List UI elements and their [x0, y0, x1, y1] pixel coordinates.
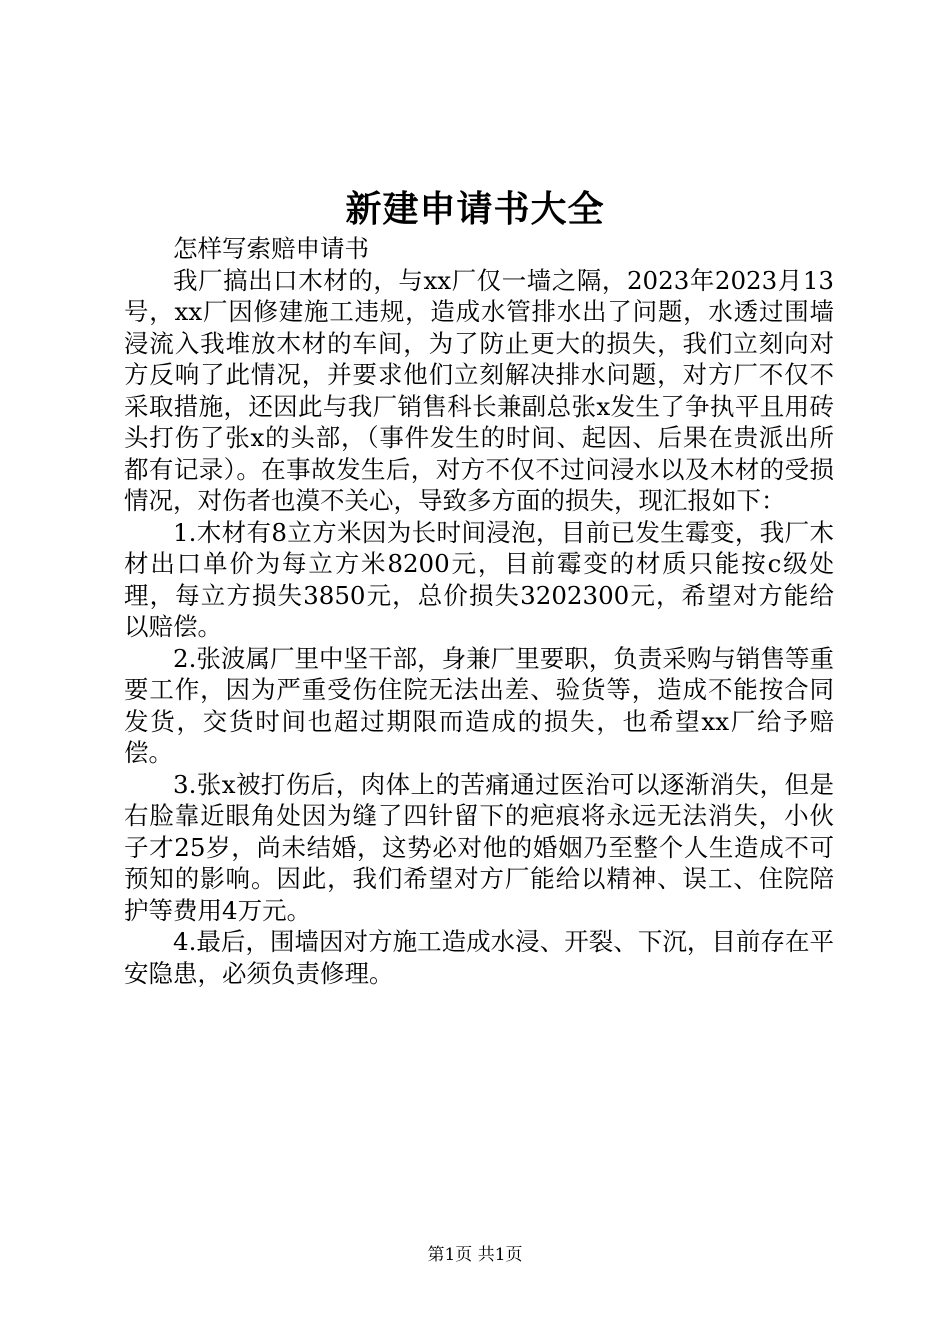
item-1-paragraph: 1.木材有8立方米因为长时间浸泡，目前已发生霉变，我厂木材出口单价为每立方米8200元，目前霉变的材质只能按c级处理，每立方损失3850元，总价损失3202300元，希望对方能给以赔偿。: [124, 517, 834, 641]
page-number-footer: 第1页 共1页: [427, 1245, 523, 1265]
subtitle-paragraph: 怎样写索赔申请书: [173, 234, 369, 263]
document-title: 新建申请书大全: [345, 188, 605, 230]
document-body: [124, 233, 834, 989]
item-2-paragraph: 2.张波属厂里中坚干部，身兼厂里要职，负责采购与销售等重要工作，因为严重受伤住院无法出差、验货等，造成不能按合同发货，交货时间也超过期限而造成的损失，也希望xx厂给予赔偿。: [124, 643, 834, 767]
intro-paragraph: 我厂搞出口木材的，与xx厂仅一墙之隔，2023年2023月13号，xx厂因修建施工违规，造成水管排水出了问题，水透过围墙浸流入我堆放木材的车间，为了防止更大的损失，我们立刻向对方反响了此情况，并要求他们立刻解决排水问题，对方厂不仅不采取措施，还因此与我厂销售科长兼副总张x发生了争执平且用砖头打伤了张x的头部，（事件发生的时间、起因、后果在贵派出所都有记录）。在事故发生后，对方不仅不过问浸水以及木材的受损情况，对伤者也漠不关心，导致多方面的损失，现汇报如下：: [124, 265, 834, 515]
item-4-paragraph: 4.最后，围墙因对方施工造成水浸、开裂、下沉，目前存在平安隐患，必须负责修理。: [124, 927, 834, 988]
item-3-paragraph: 3.张x被打伤后，肉体上的苦痛通过医治可以逐渐消失，但是右脸靠近眼角处因为缝了四针留下的疤痕将永远无法消失，小伙子才25岁，尚未结婚，这势必对他的婚姻乃至整个人生造成不可预知的影响。因此，我们希望对方厂能给以精神、误工、住院陪护等费用4万元。: [124, 769, 834, 925]
